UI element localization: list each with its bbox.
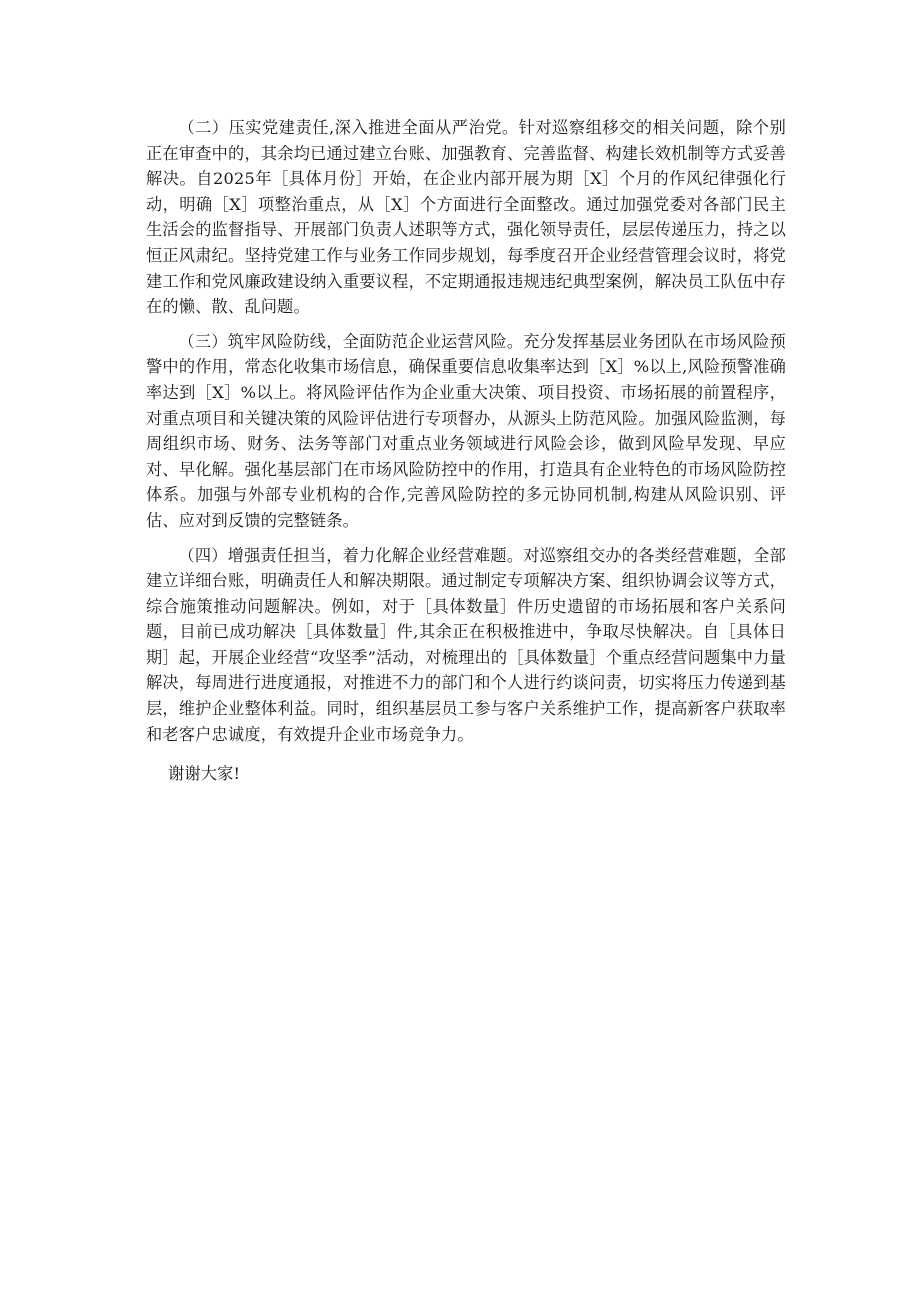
paragraph-party-building: （二）压实党建责任,深入推进全面从严治党。针对巡察组移交的相关问题，除个别正在审查中的，其余均已通过建立台账、加强教育、完善监督、构建长效机制等方式妥善解决。自2025年［具体月份］开始，在企业内部开展为期［X］个月的作风纪律强化行动，明确［X］项整治重点，从［X］个方面进行全面整改。通过加强党委对各部门民主生活会的监督指导、开展部门负责人述职等方式，强化领导责任，层层传递压力，持之以恒正风肃纪。坚持党建工作与业务工作同步规划，每季度召开企业经营管理会议时，将党建工作和党风廉政建设纳入重要议程，不定期通报违规违纪典型案例，解决员工队伍中存在的懒、散、乱问题。 — [146, 118, 786, 317]
document-body — [146, 115, 786, 787]
paragraph-risk-prevention: （三）筑牢风险防线，全面防范企业运营风险。充分发挥基层业务团队在市场风险预警中的作用，常态化收集市场信息，确保重要信息收集率达到［X］%以上,风险预警准确率达到［X］%以上。将风险评估作为企业重大决策、项目投资、市场拓展的前置程序，对重点项目和关键决策的风险评估进行专项督办，从源头上防范风险。加强风险监测，每周组织市场、财务、法务等部门对重点业务领域进行风险会诊，做到风险早发现、早应对、早化解。强化基层部门在市场风险防控中的作用，打造具有企业特色的市场风险防控体系。加强与外部专业机构的合作,完善风险防控的多元协同机制,构建从风险识别、评估、应对到反馈的完整链条。 — [146, 331, 786, 530]
closing-remark: 谢谢大家! — [168, 764, 241, 784]
paragraph-business-problems: （四）增强责任担当，着力化解企业经营难题。对巡察组交办的各类经营难题，全部建立详细台账，明确责任人和解决期限。通过制定专项解决方案、组织协调会议等方式，综合施策推动问题解决。例如，对于［具体数量］件历史遗留的市场拓展和客户关系问题，目前已成功解决［具体数量］件,其余正在积极推进中，争取尽快解决。自［具体日期］起，开展企业经营“攻坚季”活动，对梳理出的［具体数量］个重点经营问题集中力量解决，每周进行进度通报，对推进不力的部门和个人进行约谈问责，切实将压力传递到基层，维护企业整体利益。同时，组织基层员工参与客户关系维护工作，提高新客户获取率和老客户忠诚度，有效提升企业市场竞争力。 — [146, 545, 786, 744]
